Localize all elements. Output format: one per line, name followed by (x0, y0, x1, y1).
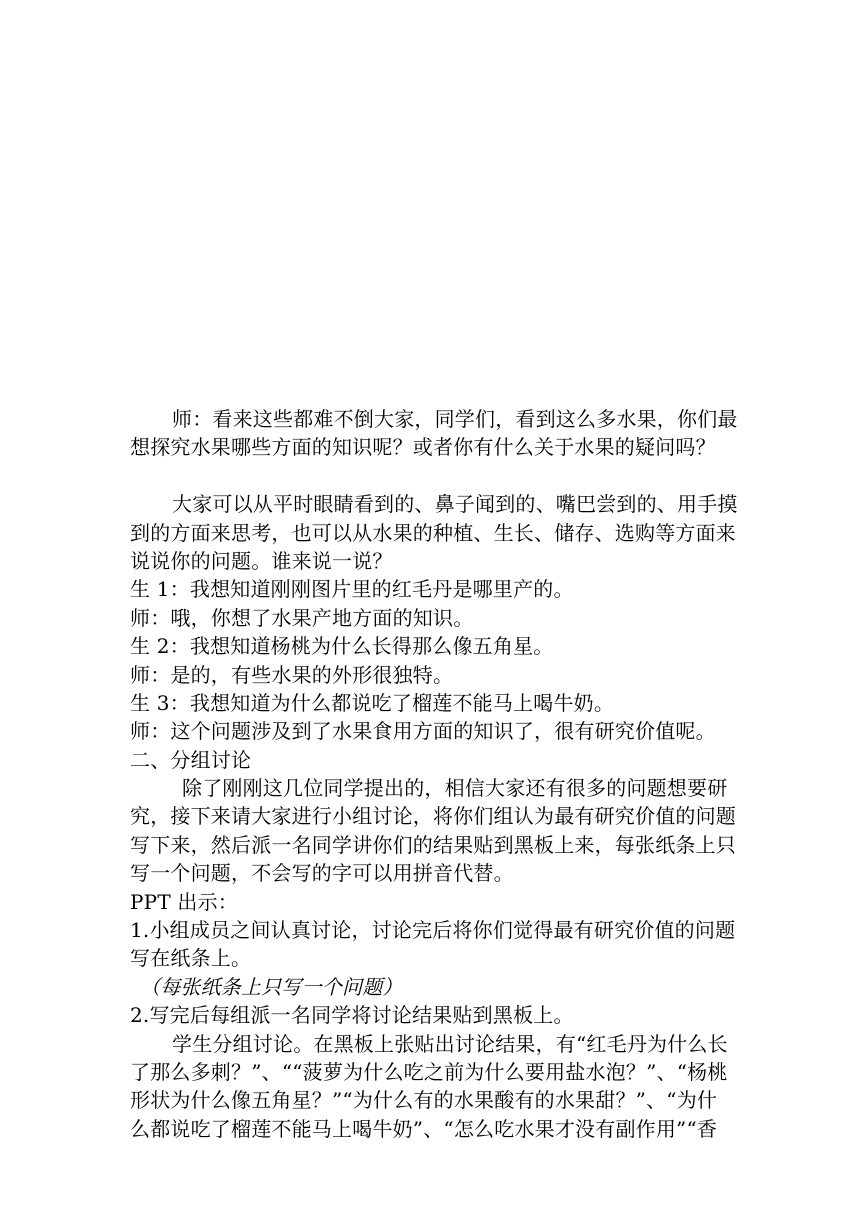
paragraph-line: 想探究水果哪些方面的知识呢？或者你有什么关于水果的疑问吗？ (130, 435, 716, 460)
list-item: 写在纸条上。 (130, 946, 252, 971)
dialogue-line: 生 1：我想知道刚刚图片里的红毛丹是哪里产的。 (130, 577, 574, 602)
list-item: 2.写完后每组派一名同学将讨论结果贴到黑板上。 (130, 1003, 574, 1028)
paragraph-line: 究，接下来请大家进行小组讨论，将你们组认为最有研究价值的问题 (130, 804, 736, 829)
dialogue-line: 师：哦，你想了水果产地方面的知识。 (130, 605, 474, 630)
paragraph-line: 说说你的问题。谁来说一说？ (130, 548, 393, 573)
paragraph-line: 么都说吃了榴莲不能马上喝牛奶”、“怎么吃水果才没有副作用”“香 (130, 1116, 718, 1141)
paragraph-line: 到的方面来思考，也可以从水果的种植、生长、储存、选购等方面来 (130, 520, 736, 545)
dialogue-line: 生 2：我想知道杨桃为什么长得那么像五角星。 (130, 634, 554, 659)
paragraph-line: 大家可以从平时眼睛看到的、鼻子闻到的、嘴巴尝到的、用手摸 (172, 492, 738, 517)
note-line: （每张纸条上只写一个问题） (140, 974, 403, 999)
blank-line (130, 462, 736, 490)
paragraph-line: 写一个问题，不会写的字可以用拼音代替。 (130, 861, 514, 886)
dialogue-line: 师：是的，有些水果的外形很独特。 (130, 662, 454, 687)
ppt-label: PPT 出示： (130, 889, 239, 914)
paragraph-line: 学生分组讨论。在黑板上张贴出讨论结果，有“红毛丹为什么长 (172, 1031, 728, 1056)
section-heading: 二、分组讨论 (130, 747, 252, 772)
paragraph-line: 师：看来这些都难不倒大家，同学们，看到这么多水果，你们最 (172, 407, 738, 431)
paragraph-line: 形状为什么像五角星？”“为什么有的水果酸有的水果甜？”、“为什 (130, 1088, 718, 1113)
list-item: 1.小组成员之间认真讨论，讨论完后将你们觉得最有研究价值的问题 (130, 918, 736, 943)
paragraph-line: 写下来，然后派一名同学讲你们的结果贴到黑板上来，每张纸条上只 (130, 832, 736, 857)
paragraph-line: 除了刚刚这几位同学提出的，相信大家还有很多的问题想要研 (182, 776, 728, 801)
dialogue-line: 师：这个问题涉及到了水果食用方面的知识了，很有研究价值呢。 (130, 719, 716, 744)
document-body (130, 405, 736, 1143)
dialogue-line: 生 3：我想知道为什么都说吃了榴莲不能马上喝牛奶。 (130, 690, 615, 715)
paragraph-line: 了那么多刺？”、““菠萝为什么吃之前为什么要用盐水泡？”、“杨桃 (130, 1059, 728, 1084)
